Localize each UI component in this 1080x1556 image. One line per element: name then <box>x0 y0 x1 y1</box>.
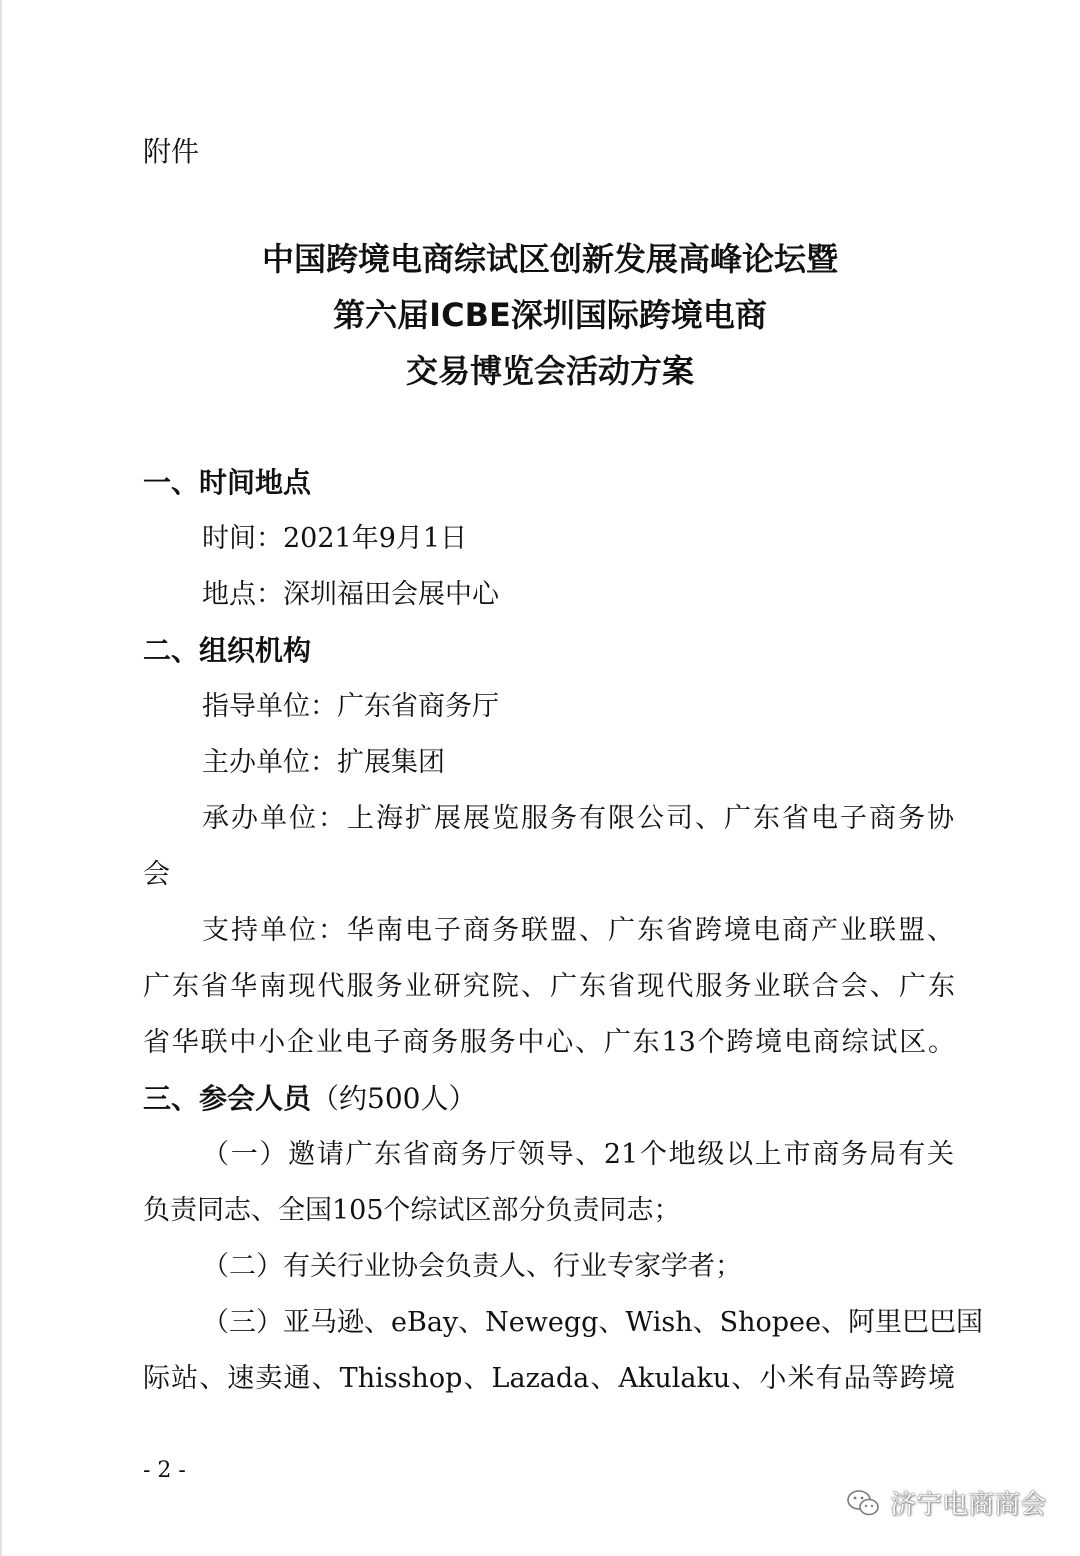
section-2-heading: 二、组织机构 <box>143 634 312 667</box>
event-place: 地点：深圳福田会展中心 <box>202 579 499 610</box>
page-number: - 2 - <box>143 1458 186 1483</box>
title-line-3: 交易博览会活动方案 <box>405 352 694 390</box>
organizer-unit-line-1: 承办单位：上海扩展展览服务有限公司、广东省电子商务协 <box>202 803 954 834</box>
attendee-item-3-line-2: 际站、速卖通、Thisshop、Lazada、Akulaku、小米有品等跨境 <box>143 1363 955 1394</box>
wechat-icon <box>846 1488 880 1518</box>
attachment-label: 附件 <box>143 135 200 168</box>
organizer-unit-line-2: 会 <box>143 859 170 890</box>
attendee-item-2: （二）有关行业协会负责人、行业专家学者； <box>202 1251 742 1282</box>
support-unit-line-3: 省华联中小企业电子商务服务中心、广东13个跨境电商综试区。 <box>143 1027 955 1058</box>
guide-unit: 指导单位：广东省商务厅 <box>202 691 499 722</box>
host-unit: 主办单位：扩展集团 <box>202 747 445 778</box>
attendee-item-1-line-2: 负责同志、全国105个综试区部分负责同志； <box>143 1195 681 1226</box>
event-time: 时间：2021年9月1日 <box>202 523 468 554</box>
watermark-text: 济宁电商商会 <box>889 1490 1046 1520</box>
attendee-item-3-line-1: （三）亚马逊、eBay、Newegg、Wish、Shopee、阿里巴巴国 <box>202 1307 983 1338</box>
title-line-1: 中国跨境电商综试区创新发展高峰论坛暨 <box>261 240 838 278</box>
page-edge <box>0 0 3 1556</box>
support-unit-line-1: 支持单位：华南电子商务联盟、广东省跨境电商产业联盟、 <box>202 915 954 946</box>
attendee-item-1-line-1: （一）邀请广东省商务厅领导、21个地级以上市商务局有关 <box>202 1139 954 1170</box>
title-line-2: 第六届ICBE深圳国际跨境电商 <box>333 296 767 334</box>
section-3-heading-note: （约500人） <box>311 1082 477 1115</box>
section-3-heading-text: 三、参会人员 <box>143 1082 312 1115</box>
section-3-heading <box>143 1077 476 1121</box>
watermark <box>846 1484 1046 1521</box>
support-unit-line-2: 广东省华南现代服务业研究院、广东省现代服务业联合会、广东 <box>143 971 955 1002</box>
section-1-heading: 一、时间地点 <box>143 466 312 499</box>
